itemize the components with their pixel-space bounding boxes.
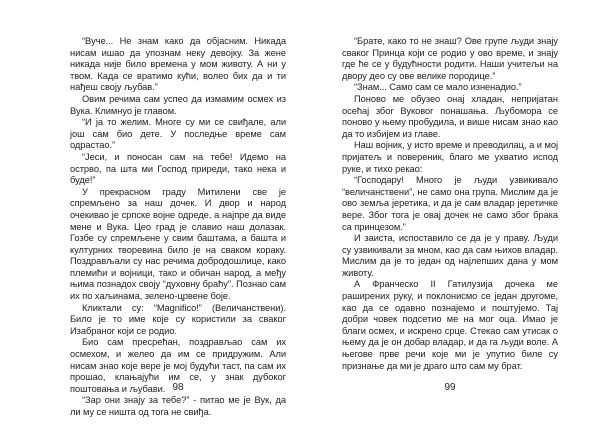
- paragraph: Овим речима сам успео да измамим осмех из Вука. Климнуо је главом.: [70, 93, 286, 116]
- paragraph: “Брате, како то не знаш? Ове групе људи знају сваког Принца који се родио у ово време, и знају где ће се у будућности родити. Наши учитељи на двору део су ове велике породице.”: [342, 36, 558, 81]
- right-page-text: [342, 36, 558, 372]
- left-page-text: [70, 36, 286, 419]
- paragraph: “Знам... Само сам се мало изненадио.”: [354, 82, 522, 93]
- paragraph: Наш војник, у исто време и преводилац, а и мој пријатељ и повереник, благо ме ухватио испод руке, и тихо рекао:: [342, 140, 558, 174]
- page-number: 99: [444, 382, 456, 393]
- paragraph: А Франческо II Гатилузија дочека ме раширених руку, и поклонисмо се један другоме, као да се одавно познајемо и поштујемо. Тај добри човек подсетио ме на мог оца. Имао је благи осмех, и искрено срце. Стекао сам утисак о њему да је он добар владар, и да га људи воле. А његове прве речи које ми је упутио биле су признање да ми је драго што сам му брат.: [342, 279, 558, 371]
- right-page: [342, 36, 558, 408]
- paragraph: “Јеси, и поносан сам на тебе! Идемо на острво, па шта ми Господ приреди, тако нека и буде!”: [70, 151, 286, 186]
- page-number: 98: [172, 382, 184, 393]
- paragraph: Поново ме обузео онај хладан, непријатан осећај због Вуковог понашања. Љубомора се поново у њему пробудила, и више нисам знао као да то избијем из главе.: [342, 93, 558, 139]
- left-page: [70, 36, 286, 417]
- paragraph: У прекрасном граду Митилени све је спремљено за наш дочек. И двор и народ очекиваo је српске војне одреде, а најпре да виде мене и Вука. Цео град је славио наш долазак. Гозбе су спремљене у свим баштама, а башта и културних творевина било је на сваком кораку. Поздрављали су нас речима добродошлице, како племићи и војници, тако и обичан народ, а међу њима познадох свoју “духовну браћу”. Познао сам их по хаљинама, зелено-црвене боје.: [70, 186, 286, 302]
- paragraph: “Вуче... Не знам како да објасним. Никада нисам ишао да упознам неку девојку. За жене никада није било времена у мом животу. А ни у твом. Када се вратимо кући, волео бих да и ти нађеш своју љубав.”: [70, 36, 286, 93]
- paragraph: “Господару! Много је људи узвикивало “величанствени”, не само она група. Мислим да је ово земља јеретика, и да је сам владар јеретичке вере. Због тога је овај дочек не само због брака са принцезом.”: [342, 175, 558, 232]
- paragraph: Кликтали су: “Magnifico!” (Величанствени). Било је то име које су користили за сваког Изабраног који се родио.: [70, 302, 286, 336]
- paragraph: “Зар они знају за тебе?” - питао ме је Вук, да ли му се ништа од тога не свиђа.: [70, 395, 286, 417]
- paragraph: Био сам пресрећан, поздрављао сам их осмехом, и желео да им се придружим. Али нисам знао које вере је мој будући таст, па сам их прошао, клањајући им се, у знак дубоког поштовања и љубави.: [70, 337, 286, 394]
- paragraph: И заиста, испоставило се да је у праву. Људи су узвикивали за мном, као да сам њихов владар. Мислим да је то један од најлепших дана у мом животу.: [342, 233, 558, 278]
- paragraph: “И ја то желим. Многе су ми се свиђале, али још сам био дете. У последње време сам одрастао.”: [70, 117, 286, 151]
